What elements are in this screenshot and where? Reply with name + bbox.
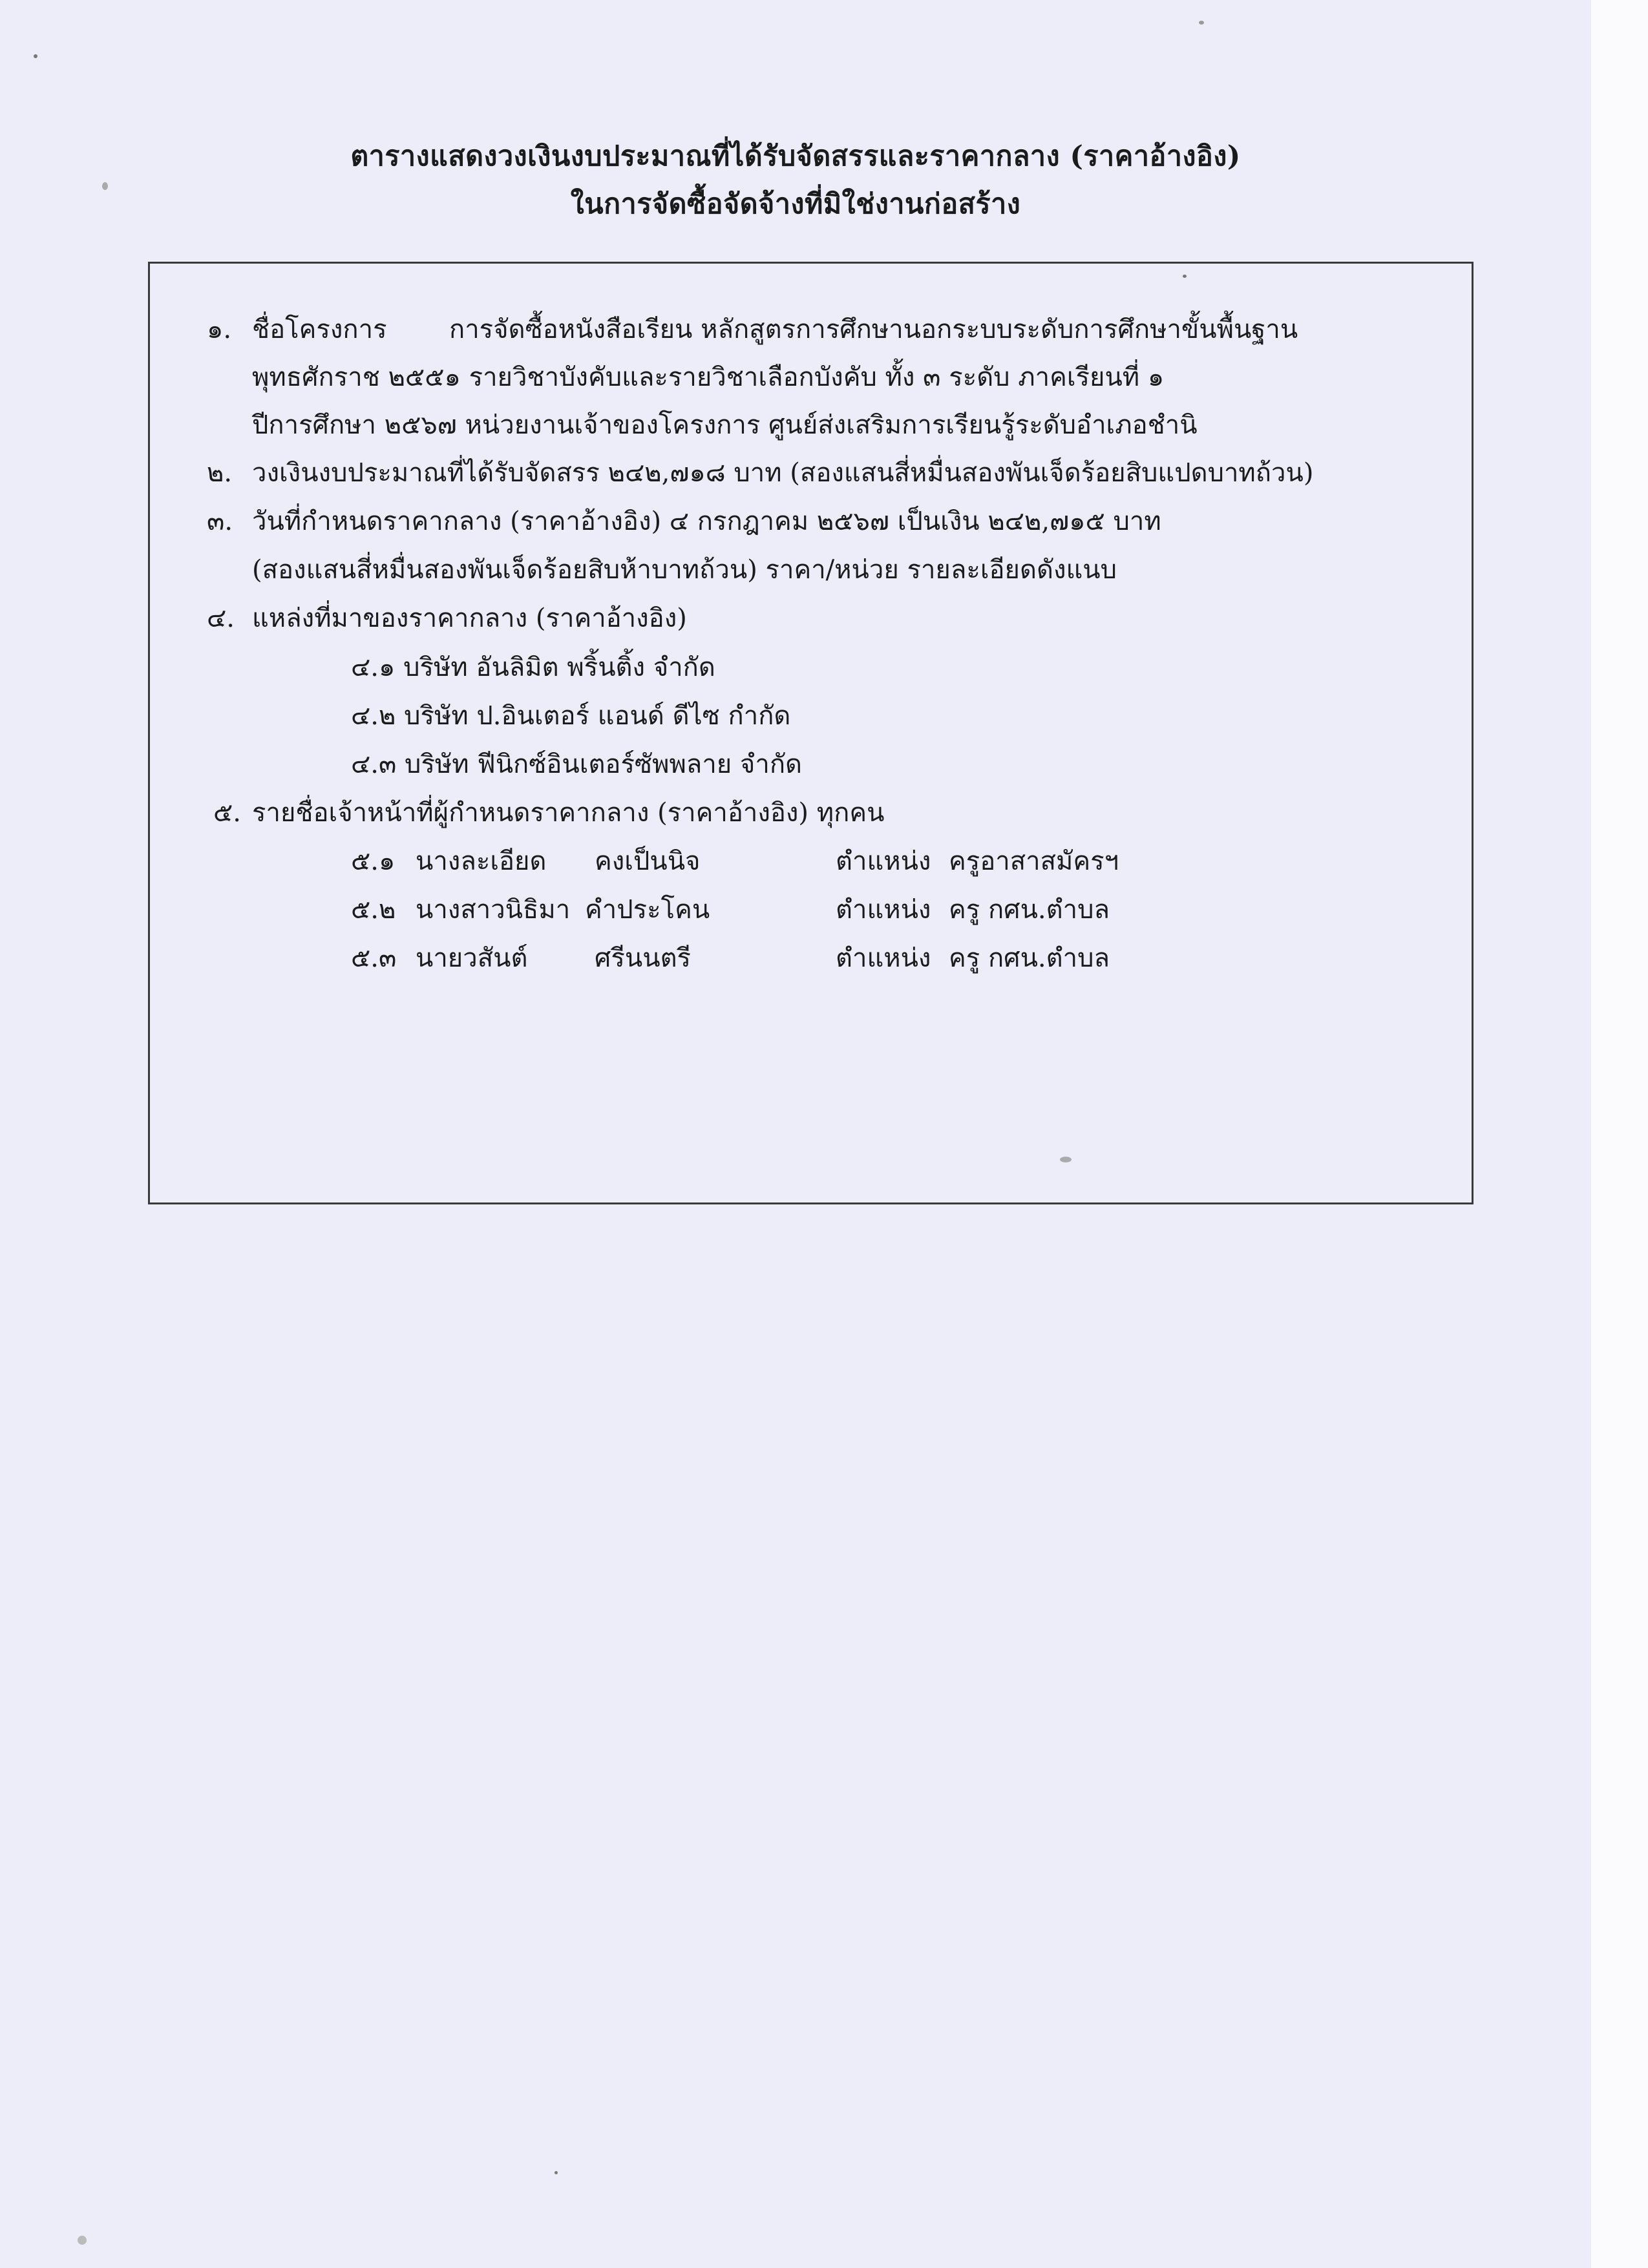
- item1-continuation-1: พุทธศักราช ๒๕๕๑ รายวิชาบังคับและรายวิชาเลือกบังคับ ทั้ง ๓ ระดับ ภาคเรียนที่ ๑: [252, 362, 1165, 392]
- item5-number: ๕.: [213, 798, 241, 828]
- item1-continuation-2: ปีการศึกษา ๒๕๖๗ หน่วยงานเจ้าของโครงการ ศูนย์ส่งเสริมการเรียนรู้ระดับอำเภอชำนิ: [252, 410, 1198, 440]
- item5-text: รายชื่อเจ้าหน้าที่ผู้กำหนดราคากลาง (ราคาอ้างอิง) ทุกคน: [252, 798, 885, 828]
- official-first-name: นางละเอียด: [416, 846, 547, 876]
- scan-margin: [1591, 0, 1648, 2268]
- item2-text: วงเงินงบประมาณที่ได้รับจัดสรร ๒๔๒,๗๑๘ บาท (สองแสนสี่หมื่นสองพันเจ็ดร้อยสิบแปดบาทถ้วน): [252, 458, 1314, 488]
- scan-speck: [78, 2236, 87, 2245]
- official-position-label: ตำแหน่ง: [836, 943, 931, 973]
- item3-text: วันที่กำหนดราคากลาง (ราคาอ้างอิง) ๔ กรกฎาคม ๒๕๖๗ เป็นเงิน ๒๔๒,๗๑๕ บาท: [252, 507, 1161, 536]
- official-last-name: ศรีนนตรี: [595, 943, 692, 973]
- item2-number: ๒.: [207, 458, 233, 488]
- item1-number: ๑.: [207, 315, 232, 344]
- item1-label: ชื่อโครงการ: [252, 315, 387, 344]
- item1-value: การจัดซื้อหนังสือเรียน หลักสูตรการศึกษานอกระบบระดับการศึกษาขั้นพื้นฐาน: [449, 315, 1298, 344]
- official-number: ๕.๑: [351, 846, 396, 876]
- official-position-label: ตำแหน่ง: [836, 895, 931, 925]
- item4-number: ๔.: [207, 604, 235, 633]
- official-first-name: นางสาวนิธิมา: [416, 895, 571, 925]
- scan-speck: [555, 2171, 558, 2174]
- item3-continuation: (สองแสนสี่หมื่นสองพันเจ็ดร้อยสิบห้าบาทถ้วน) ราคา/หน่วย รายละเอียดดังแนบ: [252, 555, 1117, 585]
- source-item: ๔.๒ บริษัท ป.อินเตอร์ แอนด์ ดีไซ กำกัด: [351, 701, 791, 731]
- official-position: ครู กศน.ตำบล: [949, 943, 1110, 973]
- official-position-label: ตำแหน่ง: [836, 846, 931, 876]
- scan-speck: [1199, 21, 1204, 25]
- official-position: ครู กศน.ตำบล: [949, 895, 1110, 925]
- official-number: ๕.๒: [351, 895, 396, 925]
- details-box: [148, 262, 1474, 1204]
- official-first-name: นายวสันต์: [416, 943, 528, 973]
- official-number: ๕.๓: [351, 943, 397, 973]
- source-item: ๔.๓ บริษัท ฟีนิกซ์อินเตอร์ซัพพลาย จำกัด: [351, 750, 803, 779]
- scan-speck: [34, 54, 37, 58]
- official-position: ครูอาสาสมัครฯ: [949, 846, 1119, 876]
- page-title: ตารางแสดงวงเงินงบประมาณที่ได้รับจัดสรรและราคากลาง (ราคาอ้างอิง): [350, 140, 1241, 173]
- item3-number: ๓.: [207, 507, 233, 536]
- page-subtitle: ในการจัดซื้อจัดจ้างที่มิใช่งานก่อสร้าง: [570, 188, 1021, 220]
- item4-text: แหล่งที่มาของราคากลาง (ราคาอ้างอิง): [252, 604, 687, 633]
- official-last-name: คำประโคน: [585, 895, 710, 925]
- source-item: ๔.๑ บริษัท อันลิมิต พริ้นติ้ง จำกัด: [351, 653, 715, 682]
- official-last-name: คงเป็นนิจ: [595, 846, 701, 876]
